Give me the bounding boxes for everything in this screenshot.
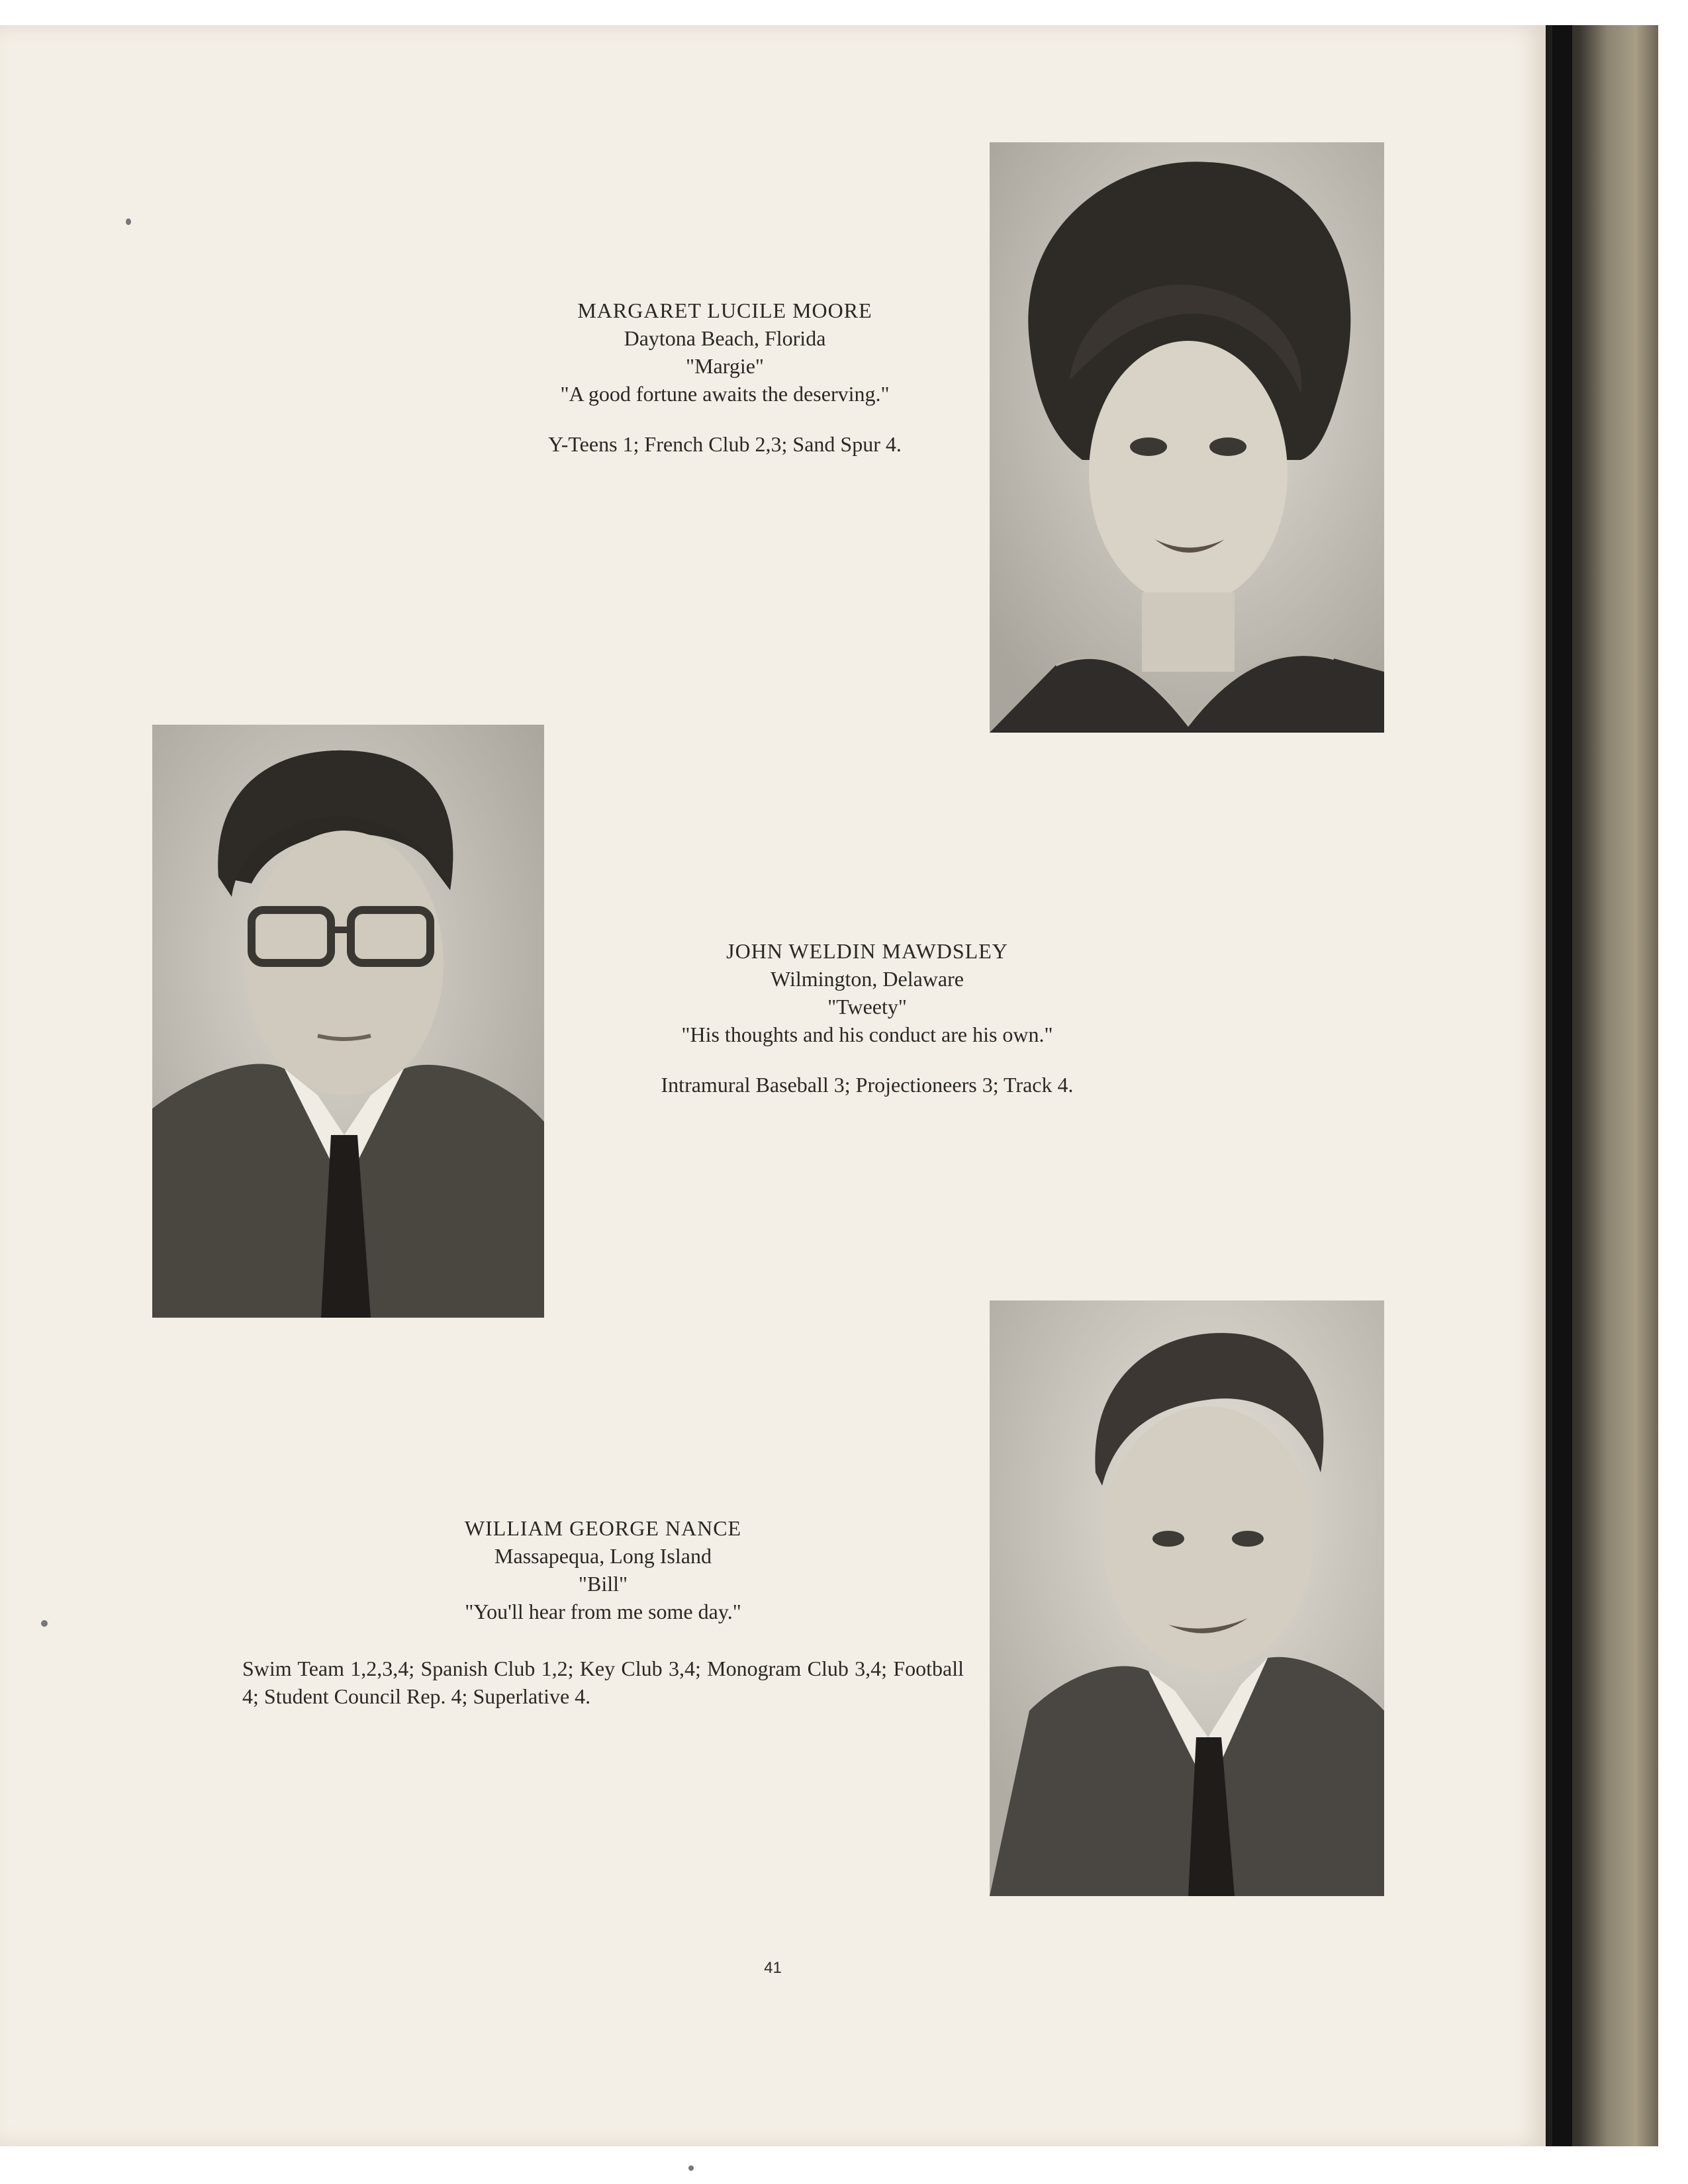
scan-speck (126, 218, 131, 225)
page-number: 41 (764, 1959, 782, 1977)
student-activities: Intramural Baseball 3; Projectioneers 3; Track 4. (661, 1073, 1074, 1097)
student-activities: Y-Teens 1; French Club 2,3; Sand Spur 4. (548, 432, 902, 456)
student-name: MARGARET LUCILE MOORE (577, 298, 872, 322)
scan-margin (0, 2146, 1688, 2184)
student-entry-nance (242, 1514, 964, 1710)
student-hometown: Massapequa, Long Island (494, 1544, 712, 1568)
student-nickname: "Margie" (686, 354, 764, 378)
portrait-photo-moore (990, 142, 1384, 733)
student-entry-mawdsley (583, 937, 1152, 1099)
student-quote: "A good fortune awaits the deserving." (560, 382, 890, 406)
scan-speck (41, 1620, 48, 1627)
book-spine-shadow (1552, 25, 1572, 2146)
portrait-photo-mawdsley (152, 725, 544, 1318)
student-nickname: "Bill" (578, 1572, 628, 1596)
student-quote: "You'll hear from me some day." (465, 1600, 741, 1623)
student-entry-moore (477, 296, 973, 458)
student-activities: Swim Team 1,2,3,4; Spanish Club 1,2; Key Club 3,4; Monogram Club 3,4; Football 4; Student Council Rep. 4; Superlative 4. (242, 1657, 964, 1708)
student-quote: "His thoughts and his conduct are his own." (681, 1023, 1053, 1046)
student-name: WILLIAM GEORGE NANCE (464, 1516, 742, 1540)
portrait-photo-nance (990, 1300, 1384, 1896)
scan-speck (688, 2165, 694, 2171)
student-hometown: Wilmington, Delaware (771, 967, 964, 991)
student-nickname: "Tweety" (827, 995, 907, 1019)
student-hometown: Daytona Beach, Florida (624, 326, 826, 350)
student-name: JOHN WELDIN MAWDSLEY (726, 939, 1008, 963)
